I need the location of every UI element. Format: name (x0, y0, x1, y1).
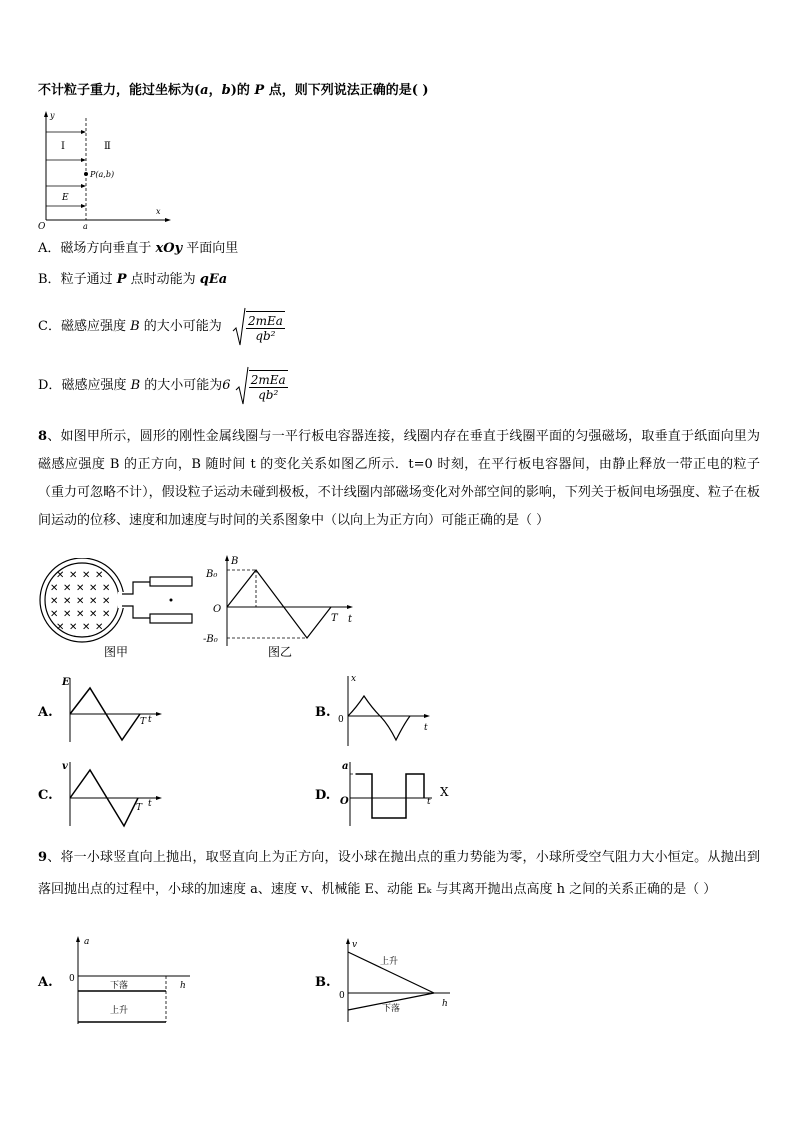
svg-text:下落: 下落 (382, 1004, 401, 1014)
svg-text:t: t (148, 799, 152, 809)
q7-fig-a-label: a (83, 222, 88, 231)
svg-text:X: X (440, 785, 449, 799)
svg-text:✕: ✕ (63, 609, 72, 620)
q9-option-b-graph[interactable] (330, 934, 460, 1026)
svg-text:O: O (213, 604, 222, 615)
svg-text:t: t (348, 614, 353, 625)
svg-text:下落: 下落 (110, 981, 129, 991)
q9-option-a-letter[interactable]: A. (38, 975, 53, 990)
svg-text:✕: ✕ (50, 596, 59, 607)
svg-text:上升: 上升 (110, 1006, 129, 1016)
svg-text:0: 0 (338, 715, 344, 725)
q7-option-a[interactable]: A．磁场方向垂直于 xOy 平面向里 (38, 241, 239, 256)
svg-text:a: a (342, 761, 349, 772)
q8-option-a-letter[interactable]: A. (38, 705, 53, 720)
svg-text:v: v (62, 761, 68, 772)
q8-option-d-graph[interactable] (336, 758, 456, 828)
q7-fig-y-label: y (50, 111, 55, 120)
svg-text:v: v (352, 940, 358, 950)
q7-fig-point-P (84, 172, 88, 176)
q7-fig-x-label: x (156, 207, 161, 216)
svg-text:✕: ✕ (89, 609, 98, 620)
q8-stem: 8、如图甲所示，圆形的刚性金属线圈与一平行板电容器连接，线圈内存在垂直于线圈平面的匀强磁场，取垂直于纸面向里为磁感应强度 B 的正方向，B 随时间 t 的变化关系如图乙所示．t=0 时刻，在平行板电容器间，由静止释放一带正电的粒子（重力可忽略不计），假设粒子运动未碰到极板，不计线圈内部磁场变化对外部空间的影响，下列关于板间电场强度、粒子在板间运动的位移、速度和加速度与时间的关系图象中（以向上为正方向）可能正确的是（ ） (38, 429, 760, 528)
q7-option-c-formula: $\frac{\text{2mEa}}{\text{qb²}}$ (232, 307, 285, 347)
svg-text:✕: ✕ (63, 596, 72, 607)
svg-text:✕: ✕ (76, 609, 85, 620)
q7-field-figure (36, 108, 176, 232)
q8-option-c-letter[interactable]: C. (38, 788, 53, 803)
q7-fig-origin: O (38, 222, 46, 232)
svg-text:t: t (424, 723, 428, 733)
svg-text:✕: ✕ (95, 622, 104, 633)
svg-text:✕: ✕ (50, 583, 59, 594)
svg-text:✕: ✕ (50, 609, 59, 620)
svg-text:t: t (148, 715, 152, 725)
svg-text:✕: ✕ (89, 596, 98, 607)
q8-fig-jia-caption: 图甲 (104, 645, 129, 659)
svg-text:t: t (427, 797, 431, 807)
q8-fig-yi (200, 552, 365, 648)
q7-fig-region1: Ⅰ (61, 141, 65, 152)
q9-option-a-graph[interactable] (60, 930, 200, 1026)
q7-fig-region2: Ⅱ (104, 141, 111, 152)
q8-option-d-letter[interactable]: D. (315, 788, 331, 803)
svg-text:0: 0 (69, 974, 75, 984)
svg-text:✕: ✕ (102, 609, 111, 620)
svg-text:E: E (62, 677, 70, 688)
svg-text:上升: 上升 (380, 957, 399, 967)
q7-option-d[interactable]: D．磁感应强度 B 的大小可能为6 $\frac{\text{2mEa}}{\text{qb²}}$ (38, 364, 288, 408)
svg-text:-B₀: -B₀ (203, 634, 218, 645)
q7-option-d-formula: $\frac{\text{2mEa}}{\text{qb²}}$ (235, 366, 288, 406)
svg-text:h: h (180, 981, 186, 991)
q7-fig-field-E: E (62, 193, 69, 203)
svg-text:B₀: B₀ (206, 569, 218, 580)
svg-text:✕: ✕ (89, 583, 98, 594)
svg-text:x: x (351, 674, 357, 684)
q8-option-a-graph[interactable] (60, 674, 164, 744)
svg-text:T: T (136, 803, 143, 813)
svg-text:T: T (331, 613, 338, 624)
svg-text:✕: ✕ (95, 570, 104, 581)
q8-option-c-graph[interactable] (60, 758, 164, 828)
svg-text:a: a (84, 937, 90, 947)
svg-text:✕: ✕ (76, 596, 85, 607)
svg-text:✕: ✕ (56, 622, 65, 633)
svg-text:✕: ✕ (82, 622, 91, 633)
svg-text:✕: ✕ (56, 570, 65, 581)
q8-fig-yi-caption: 图乙 (268, 645, 293, 659)
svg-text:0: 0 (339, 991, 345, 1001)
q9-option-b-letter[interactable]: B. (315, 975, 331, 990)
q8-option-b-letter[interactable]: B. (315, 705, 331, 720)
svg-text:✕: ✕ (76, 583, 85, 594)
svg-text:✕: ✕ (69, 622, 78, 633)
q7-option-c[interactable]: C．磁感应强度 B 的大小可能为 $\frac{\text{2mEa}}{\text{qb²}}$ (38, 305, 285, 349)
svg-text:T: T (140, 717, 147, 727)
q7-stem: 不计粒子重力，能过坐标为(a，b)的 P 点，则下列说法正确的是( ) (38, 83, 429, 98)
q7-fig-point-label: P(a,b) (90, 170, 115, 179)
cross-marks (50, 570, 110, 633)
svg-text:B: B (231, 556, 239, 567)
svg-text:✕: ✕ (69, 570, 78, 581)
svg-text:h: h (442, 999, 448, 1009)
svg-text:✕: ✕ (82, 570, 91, 581)
q8-option-b-graph[interactable] (334, 672, 434, 748)
svg-text:✕: ✕ (63, 583, 72, 594)
svg-text:✕: ✕ (102, 583, 111, 594)
svg-text:O: O (340, 796, 349, 807)
q7-option-b[interactable]: B．粒子通过 P 点时动能为 qEa (38, 272, 228, 287)
svg-text:✕: ✕ (102, 596, 111, 607)
q9-stem: 9、将一小球竖直向上抛出，取竖直向上为正方向，设小球在抛出点的重力势能为零，小球所受空气阻力大小恒定。从抛出到落回抛出点的过程中，小球的加速度 a、速度 v、机械能 E、动能 Eₖ 与其离开抛出点高度 h 之间的关系正确的是（ ） (38, 850, 760, 897)
